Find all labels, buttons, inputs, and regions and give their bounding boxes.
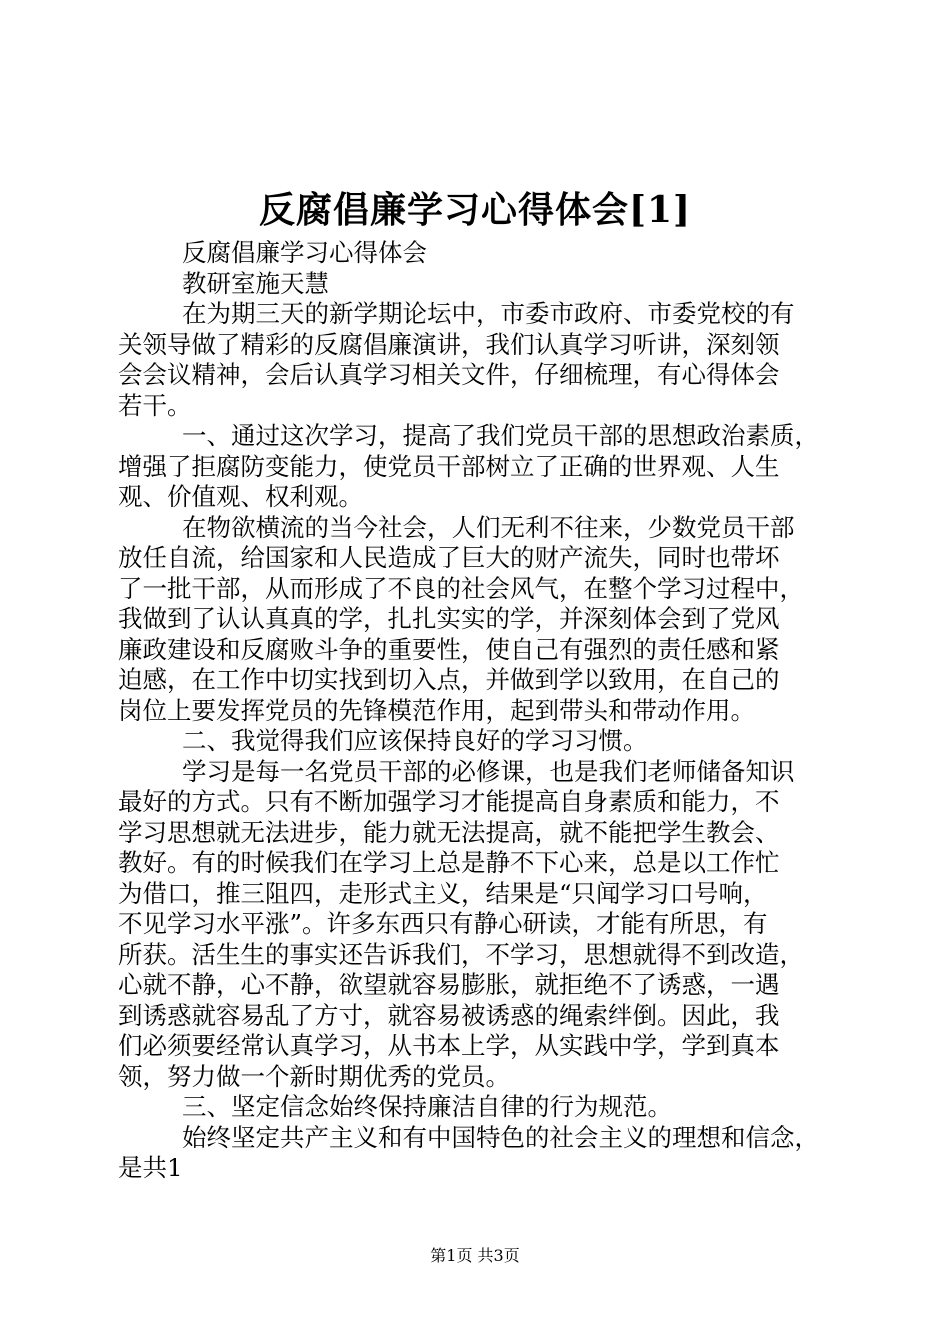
body-line: 会会议精神，会后认真学习相关文件，仔细梳理，有心得体会 (118, 360, 780, 389)
body-line: 了一批干部，从而形成了不良的社会风气，在整个学习过程中， (118, 573, 804, 603)
document-title: 反腐倡廉学习心得体会[1] (258, 189, 692, 231)
body-line: 观、价值观、权利观。 (118, 482, 363, 511)
body-line: 在为期三天的新学期论坛中，市委市政府、市委党校的有 (182, 299, 795, 328)
body-line: 关领导做了精彩的反腐倡廉演讲，我们认真学习听讲，深刻领 (118, 329, 780, 359)
body-line: 始终坚定共产主义和有中国特色的社会主义的理想和信念， (182, 1122, 819, 1152)
body-line: 增强了拒腐防变能力，使党员干部树立了正确的世界观、人生 (118, 451, 780, 481)
page-footer: 第1页 共3页 (430, 1246, 520, 1265)
body-line: 岗位上要发挥党员的先锋模范作用，起到带头和带动作用。 (118, 695, 755, 725)
body-line: 廉政建设和反腐败斗争的重要性，使自己有强烈的责任感和紧 (118, 634, 780, 664)
body-line: 教研室施天慧 (182, 268, 329, 298)
body-line: 心就不静，心不静，欲望就容易膨胀，就拒绝不了诱惑，一遇 (118, 970, 780, 999)
body-line: 我做到了认认真真的学，扎扎实实的学，并深刻体会到了党风 (118, 604, 780, 633)
body-line: 所获。活生生的事实还告诉我们，不学习，思想就得不到改造， (118, 939, 804, 969)
body-line: 是共1 (118, 1153, 183, 1182)
body-line: 教好。有的时候我们在学习上总是静不下心来，总是以工作忙 (118, 848, 780, 877)
body-line: 反腐倡廉学习心得体会 (182, 238, 427, 267)
document-body (118, 238, 836, 1184)
body-line: 们必须要经常认真学习，从书本上学，从实践中学，学到真本 (118, 1031, 780, 1060)
body-line: 到诱惑就容易乱了方寸，就容易被诱惑的绳索绊倒。因此，我 (118, 1000, 780, 1030)
body-line: 在物欲横流的当今社会，人们无利不往来，少数党员干部 (182, 512, 795, 542)
body-line: 学习是每一名党员干部的必修课，也是我们老师储备知识 (182, 756, 795, 786)
body-line: 二、我觉得我们应该保持良好的学习习惯。 (182, 726, 648, 755)
body-line: 一、通过这次学习，提高了我们党员干部的思想政治素质， (182, 421, 819, 450)
body-line: 领，努力做一个新时期优秀的党员。 (118, 1061, 510, 1091)
body-line: 最好的方式。只有不断加强学习才能提高自身素质和能力，不 (118, 787, 780, 816)
body-line: 为借口，推三阻四，走形式主义，结果是“只闻学习口号响， (118, 878, 768, 908)
body-line: 三、坚定信念始终保持廉洁自律的行为规范。 (182, 1092, 672, 1121)
body-line: 不见学习水平涨”。许多东西只有静心研读，才能有所思，有 (118, 909, 768, 938)
body-line: 学习思想就无法进步，能力就无法提高，就不能把学生教会、 (118, 817, 780, 847)
body-line: 迫感，在工作中切实找到切入点，并做到学以致用，在自己的 (118, 665, 780, 694)
body-line: 若干。 (118, 390, 192, 420)
body-line: 放任自流，给国家和人民造成了巨大的财产流失，同时也带坏 (118, 543, 780, 572)
